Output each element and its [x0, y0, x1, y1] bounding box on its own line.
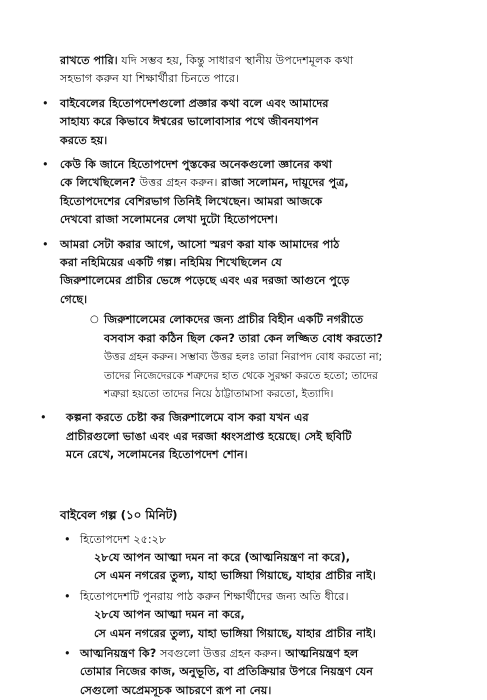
list-item	[64, 588, 457, 643]
list-item-line: তাদের নিজেদেরকে শত্রুদের হাত থেকে সুরক্ষা করতে হতো; তাদের	[104, 369, 378, 382]
verse-line: ২৮যে আপন আত্মা দমন না করে (আত্মনিয়ন্ত্রণ না করে),	[94, 550, 350, 564]
intro-paragraph	[60, 52, 457, 89]
list-item-line: দেখবো রাজা সলোমনের লেখা দুটো হিতোপদেশ।	[60, 213, 278, 227]
list-item-line	[80, 645, 457, 663]
list-item-line: সাহায্য করে কিভাবে ঈশ্বরের ভালোবাসার পথে জীবনযাপন	[60, 115, 319, 129]
list-item	[42, 95, 457, 150]
list-item	[42, 156, 457, 230]
list-item-line: হিতোপদেশের বেশিরভাগ তিনিই লিখেছেন। আমরা আজকে	[60, 194, 323, 208]
section-spacer	[60, 465, 457, 505]
list-item-line: উত্তর গ্রহন করুন। সম্ভাব্য উত্তর হলঃ তারা নিরাপদ বোধ করতো না;	[104, 351, 383, 364]
intro-line-1-bold: রাখতে পারি।	[60, 54, 118, 67]
answer-text: রাজা সলোমন, দায়ূদের পুত্র,	[217, 176, 349, 190]
instruction-text: সবগুলো উত্তর গ্রহন করুন।	[160, 646, 282, 660]
list-item-line: মনে রেখে, সলোমনের হিতোপদেশ শোন।	[66, 448, 248, 462]
list-item-line: তোমার নিজের কাজ, অনুভূতি, বা প্রতিক্রিয়ার উপরে নিয়ন্ত্রণ যেন	[80, 665, 373, 679]
intro-line-1	[60, 52, 457, 70]
question-text: আত্মনিয়ন্ত্রণ কি?	[80, 646, 161, 660]
intro-line-2: সহভাগ করুন যা শিক্ষার্থীরা চিনতে পারে।	[60, 72, 240, 86]
list-item-line: বসবাস করা কঠিন ছিল কেন? তারা কেন লজ্জিত বোধ করতো?	[104, 331, 383, 345]
list-item-line: শত্রুরা হয়তো তাদের নিয়ে ঠাট্টাতামাসা করতো, ইত্যাদি।	[104, 387, 334, 400]
list-item-line: সেগুলো অপ্রেমসূচক আচরণে রূপ না নেয়।	[80, 683, 272, 697]
bullet-marker: •	[64, 646, 71, 660]
bullet-marker: •	[42, 96, 49, 110]
answer-text: আত্মনিয়ন্ত্রণ হল	[281, 646, 359, 660]
bullet-marker: •	[42, 237, 49, 251]
bullet-marker: •	[64, 589, 71, 603]
question-text: কে লিখেছিলেন?	[60, 176, 140, 190]
list-item-line: প্রাচীরগুলো ভাঙা এবং এর দরজা ধ্বংসপ্রাপ্ত হয়েছে। সেই ছবিটি	[66, 429, 352, 443]
sub-list-item	[90, 311, 457, 403]
list-item-line: বাইবেলের হিতোপদেশগুলো প্রজ্ঞার কথা বলে এবং আমাদের	[60, 96, 329, 110]
instruction-text: হিতোপদেশটি পুনরায় পাঠ করুন শিক্ষার্থীদের জন্য অতি ধীরে।	[80, 589, 349, 603]
list-item-line: আমরা সেটা করার আগে, আসো স্মরণ করা যাক আমাদের পাঠ	[60, 237, 340, 251]
list-item-line	[60, 174, 457, 192]
scripture-reference: হিতোপদেশ ২৫:২৮	[80, 532, 167, 546]
list-item-line: গেছে।	[60, 292, 88, 306]
list-item	[64, 531, 457, 586]
verse-line: সে এমন নগরের তুল্য, যাহা ভাঙ্গিয়া গিয়াছে, যাহার প্রাচীর নাই।	[94, 626, 376, 640]
bible-story-section	[60, 505, 457, 700]
list-item	[64, 645, 457, 700]
list-item	[40, 409, 457, 464]
bullet-marker: •	[64, 532, 71, 546]
list-item-line: কেউ কি জানে হিতোপদেশ পুস্তকের অনেকগুলো জ্ঞানের কথা	[60, 158, 332, 172]
list-item-line: কল্পনা করতে চেষ্টা কর জিরুশালেমে বাস করা যখন এর	[66, 411, 309, 425]
list-item-line: জিরুশালেমের লোকদের জন্য প্রাচীর বিহীন একটি নগরীতে	[104, 313, 364, 327]
bullet-marker: •	[40, 411, 47, 425]
bullet-marker: •	[42, 158, 49, 172]
list-item	[42, 236, 457, 310]
list-item-line: করা নহিমিয়ের একটি গল্প। নহিমিয় শিখেছিলেন যে	[60, 256, 282, 270]
list-item-line: জিরুশালেমের প্রাচীর ভেঙ্গে পড়েছে এবং এর দরজা আগুনে পুড়ে	[60, 274, 350, 288]
section-heading: বাইবেল গল্প (১০ মিনিট)	[60, 507, 178, 522]
verse-line: সে এমন নগরের তুল্য, যাহা ভাঙ্গিয়া গিয়াছে, যাহার প্রাচীর নাই।	[94, 569, 376, 583]
intro-line-1-rest: যদি সম্ভব হয়, কিন্তু সাধারণ স্থানীয় উপদেশমূলক কথা	[117, 54, 354, 67]
instruction-text: উত্তর গ্রহন করুন।	[139, 176, 218, 190]
verse-line: ২৮যে আপন আত্মা দমন না করে,	[94, 608, 245, 622]
sub-bullet-marker: ○	[90, 314, 99, 326]
list-item-line: করতে হয়।	[60, 133, 108, 147]
